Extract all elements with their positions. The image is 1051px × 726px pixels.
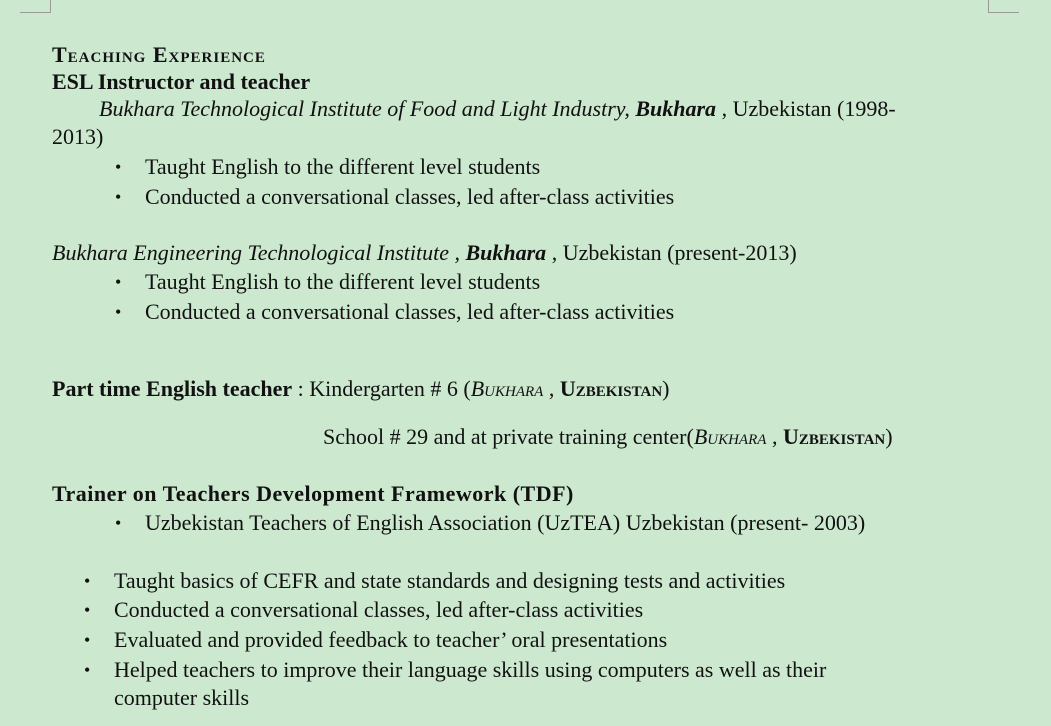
job3-line1 — [52, 375, 669, 403]
job4-bullet-2 — [84, 596, 644, 624]
job4-sub-bullet-text: Uzbekistan Teachers of English Association (UzTEA) Uzbekistan (present- 2003) — [145, 510, 866, 535]
bullet-icon: • — [115, 513, 122, 533]
job1-rest-line1: , Uzbekistan (1998- — [716, 96, 896, 121]
job2-rest: , Uzbekistan (present-2013) — [546, 240, 797, 265]
job1-institution-line — [99, 95, 896, 123]
job4-bullet-4-continued: computer skills — [114, 685, 250, 710]
bullet-icon: • — [84, 600, 91, 620]
section-title: Teaching Experience — [52, 42, 266, 67]
job3-comma1: , — [543, 376, 560, 401]
job3-separator: : — [292, 376, 310, 401]
bullet-icon: • — [84, 630, 91, 650]
job1-title: ESL Instructor and teacher — [52, 69, 311, 94]
job4-bullet-4-text: Helped teachers to improve their language skills using computers as well as their — [114, 657, 827, 682]
job3-city1: Bukhara — [470, 376, 544, 401]
job4-bullet-3-text: Evaluated and provided feedback to teacher’ oral presentations — [114, 627, 668, 652]
job2-bullet-1 — [115, 268, 541, 296]
job2-bullet-2 — [115, 298, 675, 326]
job3-close1: ) — [662, 376, 670, 401]
job3-city2: Bukhara — [693, 424, 767, 449]
job4-sub-bullet — [115, 509, 866, 537]
bullet-icon: • — [115, 302, 122, 322]
job1-city: Bukhara — [635, 96, 717, 121]
job4-bullet-3 — [84, 626, 668, 654]
job4-bullet-1 — [84, 567, 786, 595]
job4-title: Trainer on Teachers Development Framework (TDF) — [52, 481, 574, 506]
job3-country1: Uzbekistan — [559, 376, 663, 401]
bullet-icon: • — [84, 660, 91, 680]
job1-bullet-1-text: Taught English to the different level students — [145, 154, 541, 179]
bullet-icon: • — [115, 272, 122, 292]
job3-close2: ) — [885, 424, 893, 449]
bullet-icon: • — [115, 157, 122, 177]
job1-bullet-2-text: Conducted a conversational classes, led after-class activities — [145, 184, 675, 209]
job2-city: Bukhara — [465, 240, 547, 265]
bullet-icon: • — [84, 571, 91, 591]
job2-institution-line — [52, 239, 797, 267]
job3-title: Part time English teacher — [52, 376, 293, 401]
crop-mark-left — [20, 0, 51, 13]
job1-bullet-1 — [115, 153, 541, 181]
job4-bullet-2-text: Conducted a conversational classes, led after-class activities — [114, 597, 644, 622]
job3-place2: School # 29 and at private training center( — [323, 424, 694, 449]
job3-comma2: , — [766, 424, 783, 449]
bullet-icon: • — [115, 187, 122, 207]
job1-bullet-2 — [115, 183, 675, 211]
job2-institution: Bukhara Engineering Technological Institute , — [52, 240, 466, 265]
job3-place1: Kindergarten # 6 ( — [309, 376, 471, 401]
crop-mark-right — [988, 0, 1019, 13]
job2-bullet-1-text: Taught English to the different level students — [145, 269, 541, 294]
job2-bullet-2-text: Conducted a conversational classes, led after-class activities — [145, 299, 675, 324]
job4-bullet-1-text: Taught basics of CEFR and state standards and designing tests and activities — [114, 568, 786, 593]
job3-line2 — [323, 423, 893, 451]
job1-institution: Bukhara Technological Institute of Food and Light Industry, — [99, 96, 630, 121]
job1-rest-line2: 2013) — [52, 124, 104, 149]
job3-country2: Uzbekistan — [782, 424, 886, 449]
job4-bullet-4 — [84, 656, 827, 684]
